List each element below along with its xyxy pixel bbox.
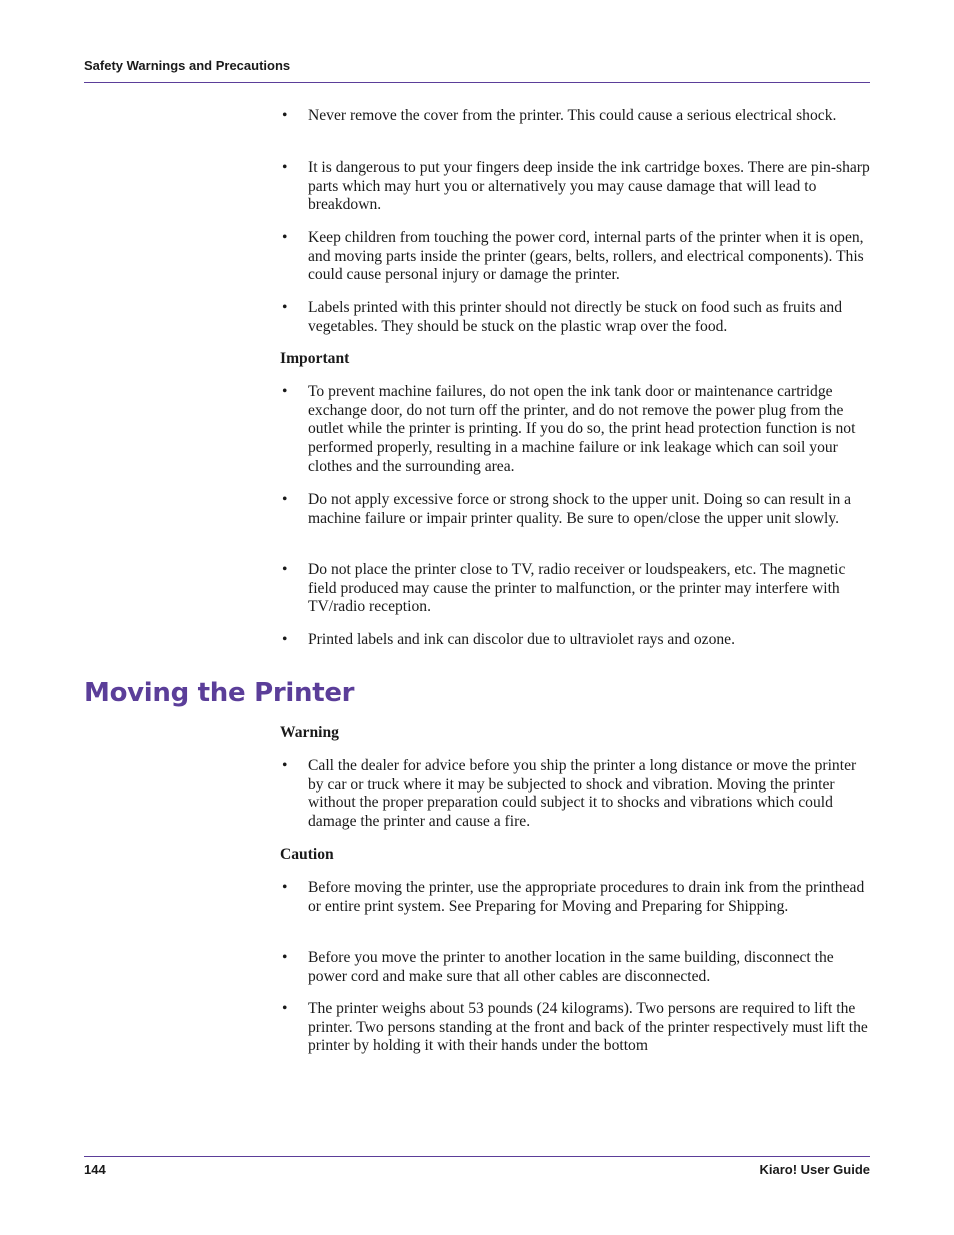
list-item: • It is dangerous to put your fingers deep inside the ink cartridge boxes. There are pin-sharp parts which may hurt you or alternatively you may cause damage that will lead to breakdown. (280, 159, 870, 215)
list-item: • Never remove the cover from the printer. This could cause a serious electrical shock. (280, 107, 870, 126)
warnings-continued-list (280, 107, 870, 126)
running-header: Safety Warnings and Precautions (84, 58, 291, 73)
list-item: • The printer weighs about 53 pounds (24 kilograms). Two persons are required to lift the printer. Two persons standing at the front and back of the printer respectively must lift the printer by holding it with their hands under the bottom (280, 1000, 870, 1056)
warnings-continued-block-4 (280, 299, 870, 336)
important-block-2 (280, 491, 870, 528)
page-number: 144 (84, 1162, 106, 1177)
warnings-continued-block-2 (280, 159, 870, 215)
header-rule (84, 82, 870, 83)
list-item: • Before you move the printer to another location in the same building, disconnect the power cord and make sure that all other cables are disconnected. (280, 949, 870, 986)
list-item: • Keep children from touching the power cord, internal parts of the printer when it is open, and moving parts inside the printer (gears, belts, rollers, and electrical components). This could cause personal injury or damage the printer. (280, 229, 870, 285)
important-block-4 (280, 631, 870, 650)
caution-block-2 (280, 949, 870, 986)
list-item: • Do not place the printer close to TV, radio receiver or loudspeakers, etc. The magnetic field produced may cause the printer to malfunction, or the printer may interfere with TV/radio reception. (280, 561, 870, 617)
list-item: • Call the dealer for advice before you ship the printer a long distance or move the printer by car or truck where it may be subjected to shock and vibration. Moving the printer without the proper preparation could subject it to shocks and vibrations which could damage the printer and cause a fire. (280, 757, 870, 832)
important-block-1 (280, 383, 870, 477)
footer-rule (84, 1156, 870, 1157)
list-item: • Labels printed with this printer should not directly be stuck on food such as fruits and vegetables. They should be stuck on the plastic wrap over the food. (280, 299, 870, 336)
warning-label: Warning (280, 724, 339, 741)
caution-block-1 (280, 879, 870, 916)
footer (84, 1162, 870, 1177)
guide-title: Kiaro! User Guide (759, 1162, 870, 1177)
list-item: • To prevent machine failures, do not open the ink tank door or maintenance cartridge exchange door, do not turn off the printer, and do not remove the power plug from the outlet while the printer is printing. If you do so, the print head protection function is not performed properly, resulting in a machine failure or ink leakage which can soil your clothes and the surrounding area. (280, 383, 870, 477)
caution-label: Caution (280, 846, 334, 863)
caution-block-3 (280, 1000, 870, 1056)
important-label: Important (280, 350, 350, 367)
list-item: • Before moving the printer, use the appropriate procedures to drain ink from the printhead or entire print system. See Preparing for Moving and Preparing for Shipping. (280, 879, 870, 916)
list-item: • Printed labels and ink can discolor due to ultraviolet rays and ozone. (280, 631, 870, 650)
warning-block-1 (280, 757, 870, 832)
section-title: Moving the Printer (84, 678, 355, 708)
important-block-3 (280, 561, 870, 617)
warnings-continued-block-3 (280, 229, 870, 285)
warnings-continued-block (280, 107, 870, 126)
list-item: • Do not apply excessive force or strong shock to the upper unit. Doing so can result in a machine failure or impair printer quality. Be sure to open/close the upper unit slowly. (280, 491, 870, 528)
